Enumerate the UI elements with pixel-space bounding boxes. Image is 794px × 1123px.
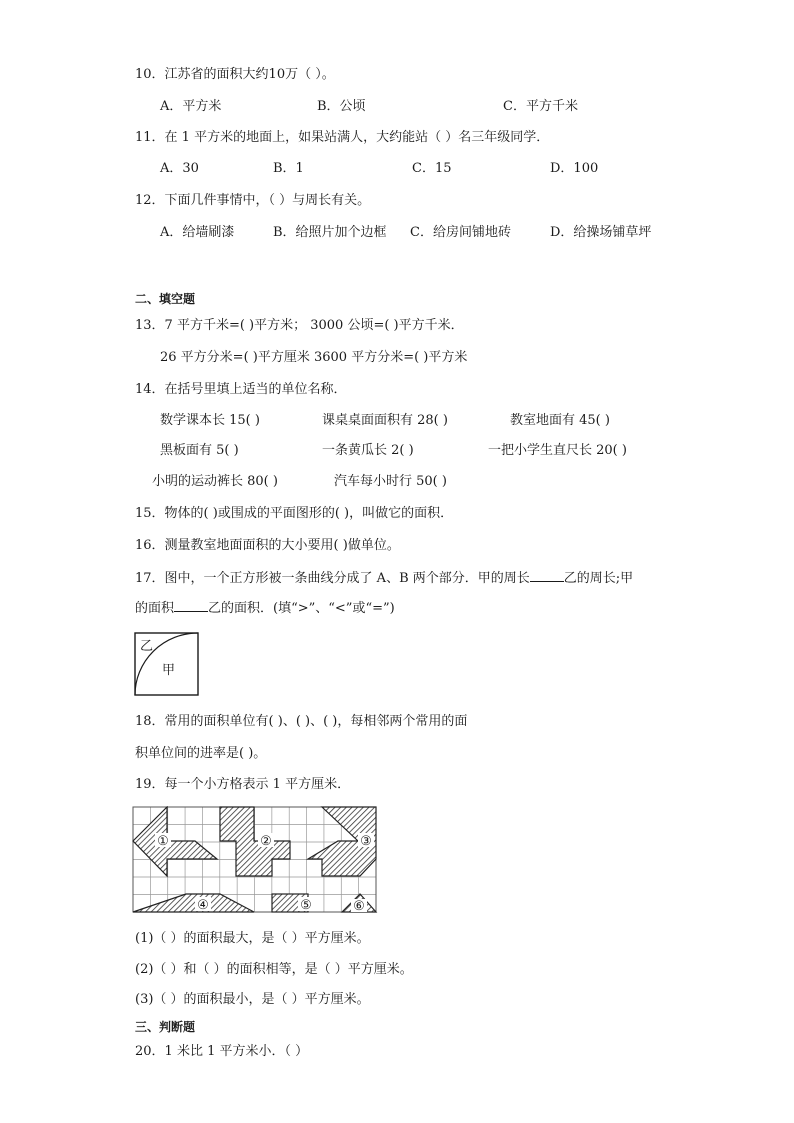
q17-text-b: 乙的周长;甲: [563, 571, 634, 586]
q14-item: 汽车每小时行 50( ): [334, 474, 447, 489]
q12-stem: 12．下面几件事情中，（ ）与周长有关。: [135, 193, 371, 208]
section-judge-title: 三、判断题: [135, 1020, 196, 1034]
q19-sub1: (1)（ ）的面积最大，是（ ）平方厘米。: [135, 931, 370, 946]
q12-option-b: B．给照片加个边框: [273, 225, 387, 240]
q19-shape-1: [133, 807, 217, 876]
q17-label-jia: 甲: [162, 663, 176, 678]
q17-text-d: 乙的面积．(填“>”、“<”或“=”): [208, 601, 395, 616]
q10-option-b: B．公顷: [317, 99, 366, 114]
q11-stem: 11．在 1 平方米的地面上，如果站满人，大约能站（ ）名三年级同学．: [135, 130, 550, 145]
q19-sub3: (3)（ ）的面积最小，是（ ）平方厘米。: [135, 992, 370, 1007]
q14-item: 黑板面有 5( ): [160, 443, 239, 458]
section-fill-in-title: 二、填空题: [135, 292, 196, 306]
q20-text: 20．1 米比 1 平方米小．（ ）: [135, 1044, 309, 1059]
q19-shape-label: ④: [197, 898, 209, 913]
q17-blank-perimeter[interactable]: [530, 568, 564, 582]
q19-shape-label: ⑤: [300, 898, 312, 913]
q10-option-c: C．平方千米: [503, 99, 578, 114]
q14-item: 课桌桌面面积有 28( ): [322, 413, 448, 428]
q10-option-a: A．平方米: [160, 99, 222, 114]
q17-text-a: 17．图中，一个正方形被一条曲线分成了 A、B 两个部分．甲的周长: [135, 571, 530, 586]
q14-item: 一条黄瓜长 2( ): [322, 443, 414, 458]
q11-option-a: A．30: [160, 161, 199, 176]
q11-option-b: B．1: [273, 161, 304, 176]
q19-shape-label: ①: [157, 834, 169, 849]
q17-figure: [134, 632, 200, 696]
q14-item: 小明的运动裤长 80( ): [152, 474, 278, 489]
q13-line2: 26 平方分米=( )平方厘米 3600 平方分米=( )平方米: [160, 350, 468, 365]
q11-option-d: D．100: [550, 161, 599, 176]
q19-shape-label: ②: [260, 834, 272, 849]
q19-shape-label: ③: [360, 834, 372, 849]
q14-item: 教室地面有 45( ): [510, 413, 610, 428]
q18-line1: 18．常用的面积单位有( )、( )、( )，每相邻两个常用的面: [135, 714, 468, 729]
q11-option-c: C．15: [412, 161, 452, 176]
q19-shape-label: ⑥: [353, 899, 365, 914]
q19-shape-2: [220, 807, 290, 876]
q10-stem: 10．江苏省的面积大约10万（ ）。: [135, 67, 335, 82]
q15-text: 15．物体的( )或围成的平面图形的( )，叫做它的面积．: [135, 506, 454, 521]
q18-line2: 积单位间的进率是( )。: [135, 746, 267, 761]
q14-item: 一把小学生直尺长 20( ): [488, 443, 627, 458]
q19-grid-figure: [132, 806, 380, 914]
q14-stem: 14．在括号里填上适当的单位名称．: [135, 382, 347, 397]
q17-label-yi: 乙: [140, 639, 154, 654]
q13-line1: 13．7 平方千米=( )平方米； 3000 公顷=( )平方千米．: [135, 318, 464, 333]
q14-item: 数学课本长 15( ): [160, 413, 260, 428]
q16-text: 16．测量教室地面面积的大小要用( )做单位。: [135, 538, 400, 553]
q17-text-c: 的面积: [135, 601, 175, 616]
q17-line2: [135, 598, 395, 618]
q12-option-d: D．给操场铺草坪: [550, 225, 652, 240]
q17-line1: [135, 568, 633, 588]
q12-option-c: C．给房间铺地砖: [410, 225, 511, 240]
q17-blank-area[interactable]: [174, 598, 208, 612]
q19-sub2: (2)（ ）和（ ）的面积相等，是（ ）平方厘米。: [135, 962, 413, 977]
q12-option-a: A．给墙刷漆: [160, 225, 235, 240]
q19-shape-4: [133, 894, 254, 912]
q19-stem: 19．每一个小方格表示 1 平方厘米．: [135, 777, 351, 792]
